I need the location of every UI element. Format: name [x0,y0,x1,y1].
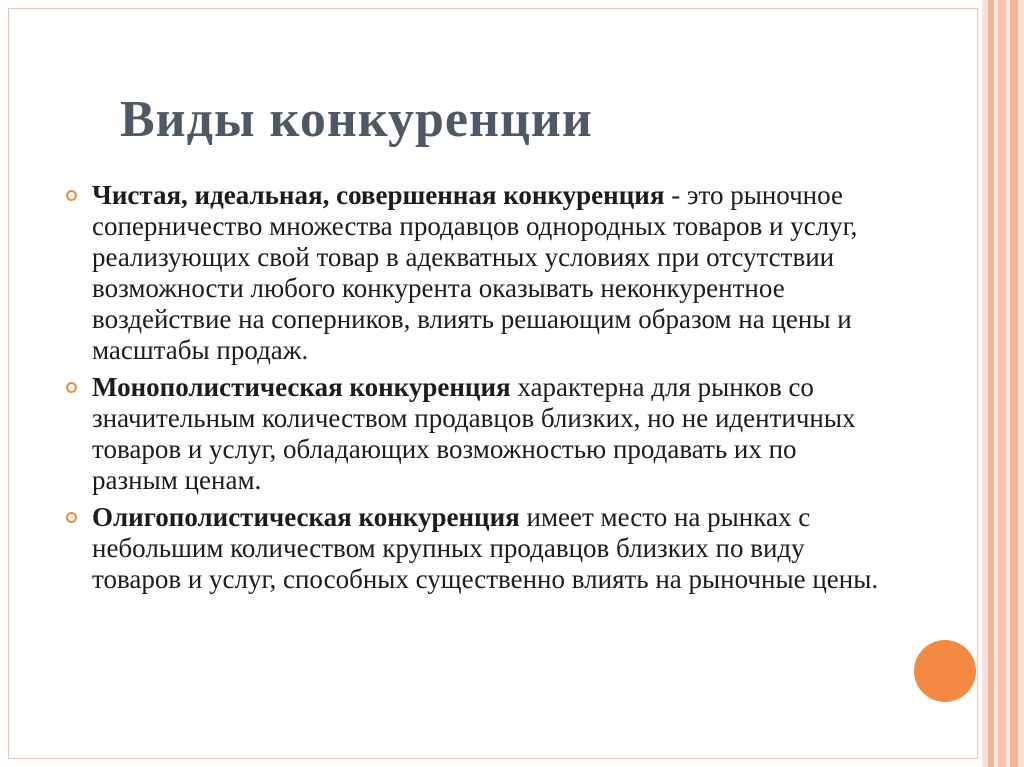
bullet-ring-icon [66,190,77,201]
bullet-text: - это рыночное соперничество множества продавцов однородных товаров и услуг, реализующих свой товар в адекватных условиях при отсутствии возможности любого конкурента оказывать неконкурентное воздействие на соперников, влиять решающим образом на цены и масштабы продаж. [92,180,858,365]
decorative-circle [914,640,976,702]
bullet-ring-icon [66,512,77,523]
bullet-term: Олигополистическая конкуренция [92,502,520,532]
bullet-list [64,180,884,601]
decorative-stripe [998,0,1006,767]
bullet-term: Чистая, идеальная, совершенная конкуренция [92,180,665,210]
decorative-stripe [1018,0,1024,767]
bullet-term: Монополистическая конкуренция [92,372,511,402]
bullet-item-monopolistic-competition [64,372,884,496]
bullet-text: имеет место на рынках с небольшим количеством крупных продавцов близких по виду товаров и услуг, способных существенно влиять на рыночные цены. [92,502,879,594]
bullet-text: характерна для рынков со значительным количеством продавцов близких, но не идентичных товаров и услуг, обладающих возможностью продавать их по разным ценам. [92,372,856,495]
bullet-ring-icon [66,382,77,393]
bullet-item-oligopolistic-competition [64,502,884,595]
decorative-stripe [1010,0,1018,767]
bullet-item-perfect-competition [64,180,884,366]
slide-title: Виды конкуренции [120,91,593,148]
